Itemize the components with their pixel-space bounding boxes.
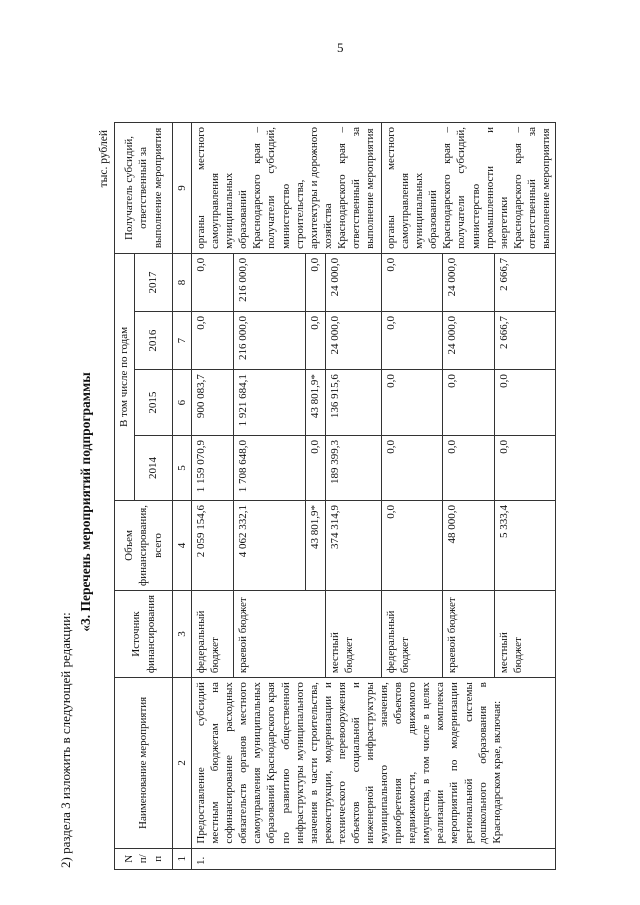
measures-table: [114, 122, 556, 870]
col-number: 9: [173, 123, 192, 254]
page-number: 5: [337, 40, 344, 55]
grand-total: 4 062 332,1: [234, 500, 306, 590]
unit-label: тыс. рублей: [98, 130, 110, 188]
col-number: 8: [173, 253, 192, 311]
total-federal: 2 059 154,6: [192, 500, 234, 590]
value-2015: 0,0: [382, 370, 443, 436]
value-2016: 24 000,0: [442, 312, 494, 370]
value-2015: 1 921 684,1: [234, 370, 306, 436]
total-regional-extra: 43 801,9*: [306, 500, 326, 590]
value-2014: 0,0: [442, 435, 494, 500]
col-number: 6: [173, 370, 192, 436]
value-2014: 189 399,3: [326, 435, 382, 500]
intro-text: 2) раздела 3 изложить в следующей редакции:: [58, 612, 73, 868]
col-number: 7: [173, 312, 192, 370]
col-number: 1: [173, 848, 192, 869]
total-local: 374 314,9: [326, 500, 382, 590]
value-2017: 0,0: [192, 253, 234, 311]
col-number: 4: [173, 500, 192, 590]
value-2015: 136 915,6: [326, 370, 382, 436]
value-2017: 24 000,0: [326, 253, 382, 311]
header-2016: 2016: [135, 312, 173, 370]
col-number: 5: [173, 435, 192, 500]
value-2014: 0,0: [382, 435, 443, 500]
value-2015: 0,0: [495, 370, 556, 436]
section-title: «3. Перечень мероприятий подпрограммы: [78, 372, 93, 632]
value-2016: 0,0: [192, 312, 234, 370]
col-number: 2: [173, 678, 192, 848]
value-2017: 0,0: [306, 253, 326, 311]
header-name: Наименование мероприятия: [115, 678, 173, 848]
header-recipient: Получатель субсидий, ответственный за выполнение мероприятия: [115, 123, 173, 254]
source-local: местный бюджет: [495, 590, 556, 677]
value-2016: 2 666,7: [495, 312, 556, 370]
header-2015: 2015: [135, 370, 173, 436]
header-2017: 2017: [135, 253, 173, 311]
source-federal: федеральный бюджет: [382, 590, 443, 677]
value-2016: 0,0: [382, 312, 443, 370]
value-2016: 24 000,0: [326, 312, 382, 370]
recipient-cell: органы местного самоуправления муниципальных образований Краснодарского края – получатели субсидий, министерство промышленности и энергетики Краснодарского края – ответственный за выполнение мероприятия: [382, 123, 556, 254]
value-2017: 2 666,7: [495, 253, 556, 311]
recipient-cell: органы местного самоуправления муниципальных образований Краснодарского края – получатели субсидий, министерство строительства, архитектуры и дорожного хозяйства Краснодарского края – ответственный за выполнение мероприятия: [192, 123, 382, 254]
value-2017: 0,0: [382, 253, 443, 311]
header-num: N п/п: [115, 848, 173, 869]
value-2014: 0,0: [495, 435, 556, 500]
rotated-content: [52, 122, 612, 882]
total-federal: 0,0: [382, 500, 443, 590]
source-regional: краевой бюджет: [234, 590, 326, 677]
value-2015: 900 083,7: [192, 370, 234, 436]
source-regional: краевой бюджет: [442, 590, 494, 677]
header-source: Источник финансирования: [115, 590, 173, 677]
value-2016: 0,0: [306, 312, 326, 370]
value-2015: 43 801,9*: [306, 370, 326, 436]
value-2014: 0,0: [306, 435, 326, 500]
value-2016: 216 000,0: [234, 312, 306, 370]
header-by-years: В том числе по годам: [115, 253, 135, 500]
source-federal: федеральный бюджет: [192, 590, 234, 677]
col-number: 3: [173, 590, 192, 677]
value-2015: 0,0: [442, 370, 494, 436]
value-2017: 24 000,0: [442, 253, 494, 311]
row-number: 1.: [192, 848, 556, 869]
total-regional: 48 000,0: [442, 500, 494, 590]
measure-name: Предоставление субсидий местным бюджетам на софинансирование расходных обязательств органов местного самоуправления муниципальных образований Краснодарского края по развитию общественной инфраструктуры муниципального значения в части строительства, реконструкции, модернизации и технического перевооружения объектов социальной и инженерной инфраструктуры муниципального значения, приобретения объектов недвижимости, движимого имущества, в том числе в целях реализации комплекса мероприятий по модернизации региональной системы дошкольного образования в Краснодарском крае, включая:: [192, 678, 556, 848]
value-2014: 1 708 648,0: [234, 435, 306, 500]
header-total: Объем финансирования, всего: [115, 500, 173, 590]
header-2014: 2014: [135, 435, 173, 500]
value-2014: 1 159 070,9: [192, 435, 234, 500]
total-local: 5 333,4: [495, 500, 556, 590]
value-2017: 216 000,0: [234, 253, 306, 311]
source-local: местный бюджет: [326, 590, 382, 677]
